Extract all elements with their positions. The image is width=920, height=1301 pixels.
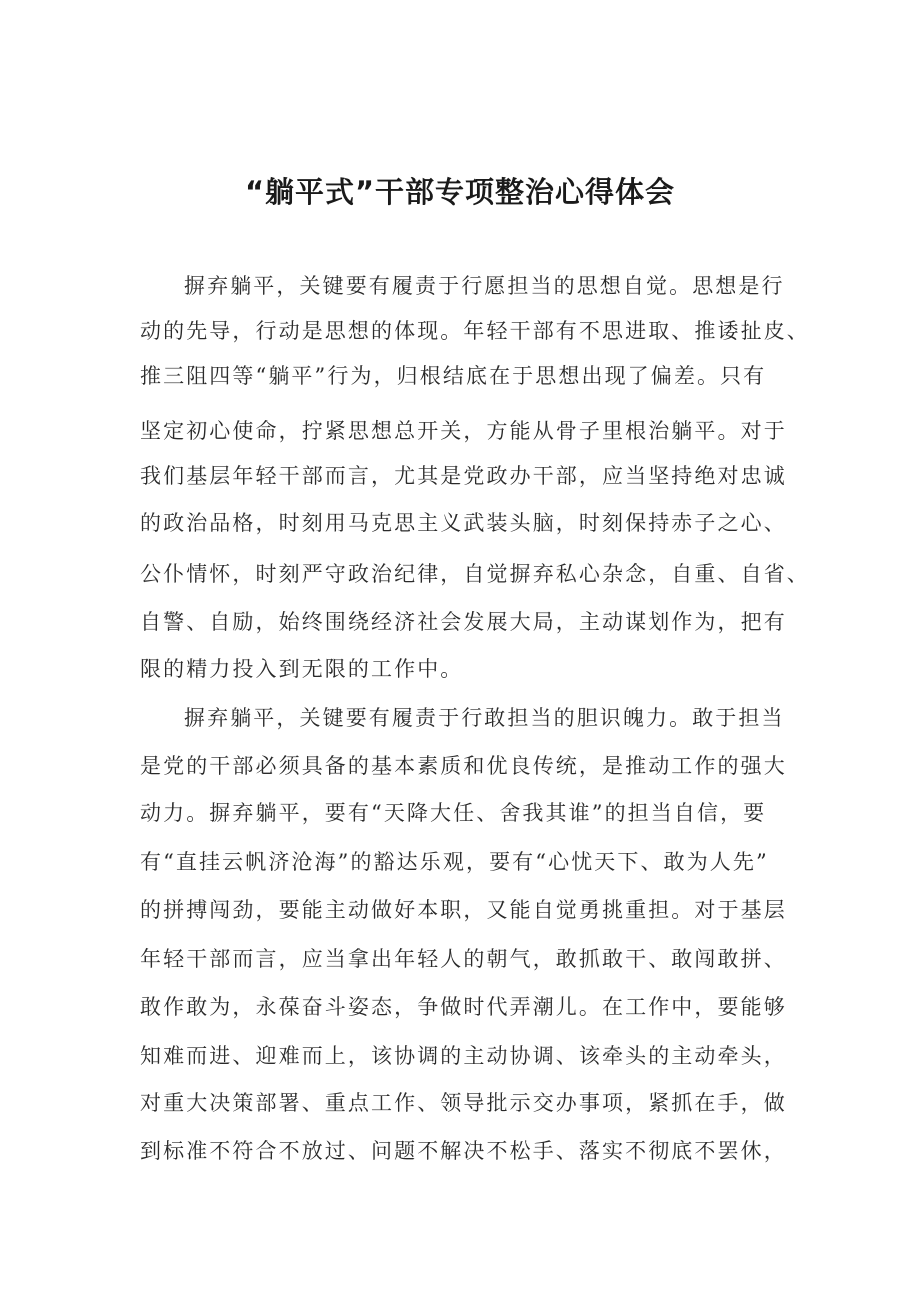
paragraph-2-line: 到标准不符合不放过、问题不解决不松手、落实不彻底不罢休，	[140, 1139, 787, 1163]
paragraph-2-line: 年轻干部而言，应当拿出年轻人的朝气，敢抓敢干、敢闯敢拼、	[140, 947, 787, 971]
paragraph-1-line: 限的精力投入到无限的工作中。	[140, 657, 464, 681]
paragraph-1-line: 我们基层年轻干部而言，尤其是党政办干部，应当坚持绝对忠诚	[140, 464, 787, 488]
paragraph-1-line: 摒弃躺平，关键要有履责于行愿担当的思想自觉。思想是行	[184, 274, 785, 298]
paragraph-1-line: 推三阻四等“躺平”行为，归根结底在于思想出现了偏差。只有	[140, 364, 767, 388]
paragraph-2-line: 摒弃躺平，关键要有履责于行敢担当的胆识魄力。敢于担当	[184, 706, 785, 730]
paragraph-2-line: 敢作敢为，永葆奋斗姿态，争做时代弄潮儿。在工作中，要能够	[140, 995, 787, 1019]
paragraph-1-line: 公仆情怀，时刻严守政治纪律，自觉摒弃私心杂念，自重、自省、	[140, 562, 810, 586]
paragraph-1-line: 的政治品格，时刻用马克思主义武装头脑，时刻保持赤子之心、	[140, 511, 787, 535]
paragraph-1-line: 自警、自励，始终围绕经济社会发展大局，主动谋划作为，把有	[140, 610, 787, 634]
paragraph-2-line: 知难而进、迎难而上，该协调的主动协调、该牵头的主动牵头，	[140, 1044, 787, 1068]
paragraph-1-line: 动的先导，行动是思想的体现。年轻干部有不思进取、推诿扯皮、	[140, 319, 810, 343]
paragraph-1-line: 坚定初心使命，拧紧思想总开关，方能从骨子里根治躺平。对于	[140, 419, 787, 443]
paragraph-2-line: 对重大决策部署、重点工作、领导批示交办事项，紧抓在手，做	[140, 1091, 787, 1115]
paragraph-2-line: 有“直挂云帆济沧海”的豁达乐观，要有“心忧天下、敢为人先”	[140, 850, 769, 874]
document-title: “躺平式”干部专项整治心得体会	[244, 175, 676, 209]
paragraph-2-line: 是党的干部必须具备的基本素质和优良传统，是推动工作的强大	[140, 754, 787, 778]
paragraph-2-line: 动力。摒弃躺平，要有“天降大任、舍我其谁”的担当自信，要	[140, 801, 767, 825]
paragraph-2-line: 的拼搏闯劲，要能主动做好本职，又能自觉勇挑重担。对于基层	[140, 898, 787, 922]
